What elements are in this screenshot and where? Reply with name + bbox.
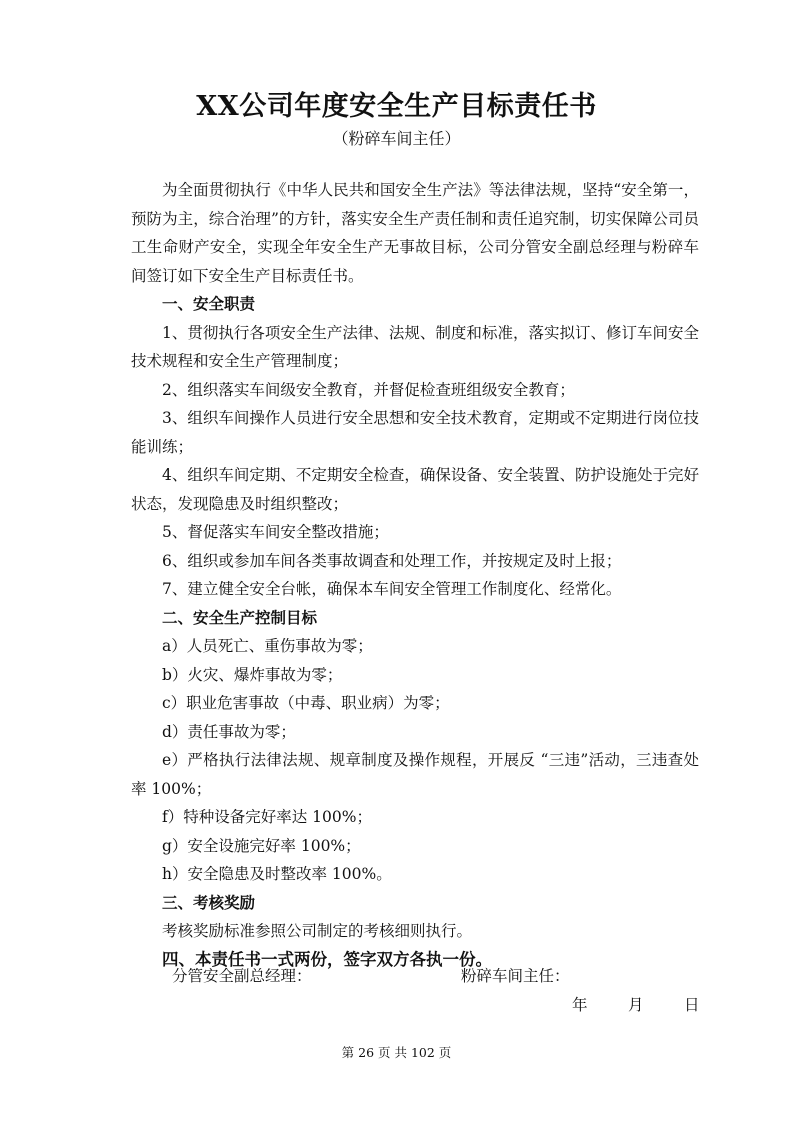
assessment-text: 考核奖励标准参照公司制定的考核细则执行。 (162, 922, 473, 940)
duty-item: 6、组织或参加车间各类事故调查和处理工作，并按规定及时上报； (162, 551, 622, 570)
duty-item: 3、组织车间操作人员进行安全思想和安全技术教育，定期或不定期进行岗位技能训练； (131, 409, 699, 456)
target-item: a）人员死亡、重伤事故为零； (162, 637, 373, 655)
date-day-label: 日 (684, 996, 700, 1014)
signature-label-workshop-director: 粉碎车间主任： (461, 967, 570, 985)
target-item: f）特种设备完好率达 100%； (162, 808, 372, 826)
document-subtitle: （粉碎车间主任） (332, 129, 461, 148)
target-item: g）安全设施完好率 100%； (162, 836, 361, 855)
duty-item: 7、建立健全安全台帐，确保本车间安全管理工作制度化、经常化。 (162, 580, 622, 598)
document-body (131, 176, 699, 974)
duty-item: 5、督促落实车间安全整改措施； (162, 523, 389, 541)
target-item: b）火灾、爆炸事故为零； (162, 665, 343, 684)
target-item: h）安全隐患及时整改率 100%。 (162, 865, 392, 883)
section-heading-duties: 一、安全职责 (162, 294, 256, 313)
document-title: XX公司年度安全生产目标责任书 (196, 91, 597, 122)
target-item: e）严格执行法律法规、规章制度及操作规程，开展反 “三违”活动，三违查处率 100%； (131, 751, 699, 798)
section-heading-copies: 四、本责任书一式两份，签字双方各执一份。 (162, 949, 492, 969)
section-heading-assessment: 三、考核奖励 (162, 892, 256, 912)
date-row (572, 993, 702, 1021)
section-heading-targets: 二、安全生产控制目标 (162, 607, 318, 627)
target-item: c）职业危害事故（中毒、职业病）为零； (162, 694, 450, 712)
intro-paragraph: 为全面贯彻执行《中华人民共和国安全生产法》等法律法规，坚持“安全第一，预防为主，综合治理”的方针，落实安全生产责任制和责任追究制，切实保障公司员工生命财产安全，实现全年安全生产无事故目标，公司分管安全副总经理与粉碎车间签订如下安全生产目标责任书。 (131, 181, 699, 285)
duty-item: 4、组织车间定期、不定期安全检查，确保设备、安全装置、防护设施处于完好状态，发现隐患及时组织整改； (131, 466, 699, 513)
date-month-label: 月 (628, 996, 644, 1014)
signature-label-deputy-gm: 分管安全副总经理： (172, 967, 312, 985)
duty-item: 2、组织落实车间级安全教育，并督促检查班组级安全教育； (162, 380, 575, 399)
signature-row (172, 964, 732, 992)
date-year-label: 年 (572, 996, 588, 1014)
target-item: d）责任事故为零； (162, 722, 296, 741)
page-number-footer: 第 26 页 共 102 页 (341, 1045, 452, 1060)
duty-item: 1、贯彻执行各项安全生产法律、法规、制度和标准，落实拟订、修订车间安全技术规程和安全生产管理制度； (131, 323, 699, 370)
